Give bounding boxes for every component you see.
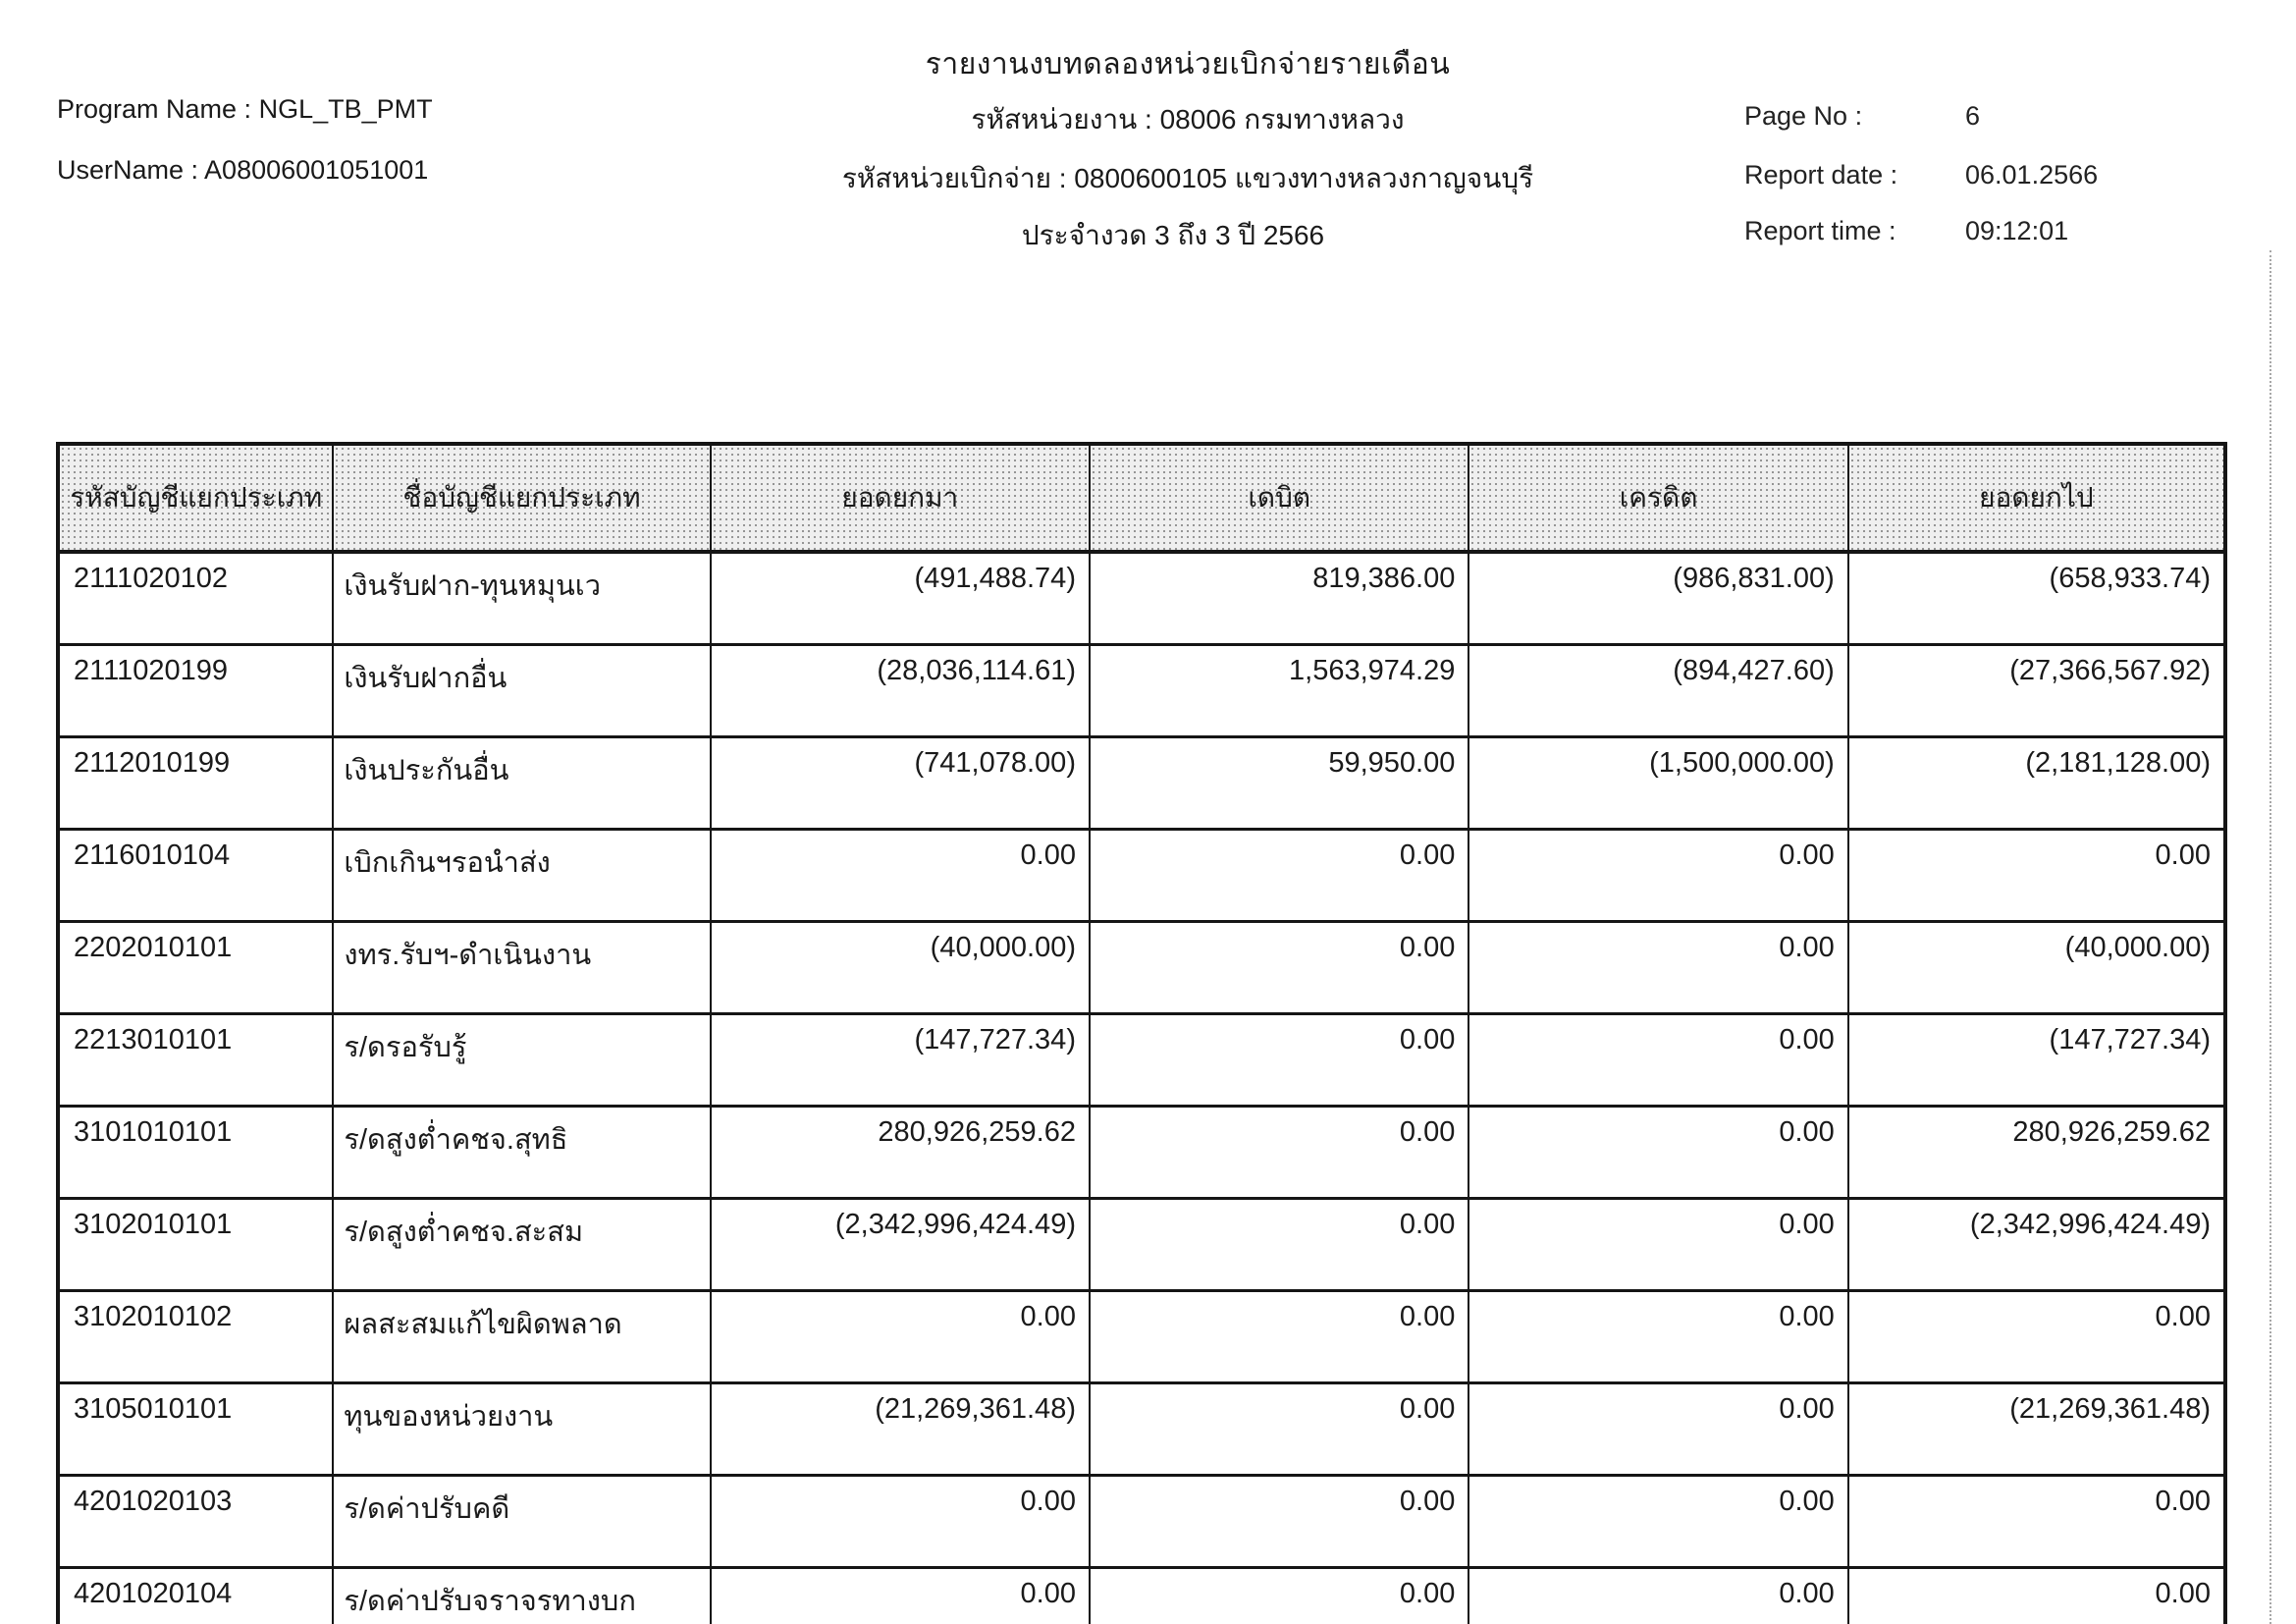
- credit-cell: 0.00: [1468, 1476, 1847, 1568]
- debit-cell: 0.00: [1090, 1383, 1468, 1476]
- table-row: [58, 1383, 2225, 1476]
- ending-balance-cell: (40,000.00): [1848, 922, 2225, 1014]
- col-header-ending-balance: ยอดยกไป: [1848, 444, 2225, 552]
- ending-balance-cell: 0.00: [1848, 830, 2225, 922]
- account-code-cell: 2202010101: [58, 922, 333, 1014]
- table-row: [58, 922, 2225, 1014]
- table-row: [58, 1014, 2225, 1107]
- ending-balance-cell: 0.00: [1848, 1291, 2225, 1383]
- ending-balance-cell: 0.00: [1848, 1568, 2225, 1624]
- account-rows: [58, 552, 2225, 1624]
- account-name-cell: ร/ดรอรับรู้: [333, 1014, 710, 1107]
- report-date-value: 06.01.2566: [1965, 160, 2099, 189]
- table-row: [58, 1291, 2225, 1383]
- account-code-cell: 3102010102: [58, 1291, 333, 1383]
- beginning-balance-cell: (147,727.34): [711, 1014, 1090, 1107]
- beginning-balance-cell: (40,000.00): [711, 922, 1090, 1014]
- beginning-balance-cell: 280,926,259.62: [711, 1107, 1090, 1199]
- debit-cell: 1,563,974.29: [1090, 645, 1468, 737]
- ending-balance-cell: (658,933.74): [1848, 552, 2225, 645]
- account-name-cell: ร/ดค่าปรับจราจรทางบก: [333, 1568, 710, 1624]
- credit-cell: 0.00: [1468, 1291, 1847, 1383]
- beginning-balance-cell: (21,269,361.48): [711, 1383, 1090, 1476]
- program-name-value: NGL_TB_PMT: [258, 94, 433, 124]
- account-code-cell: 2116010104: [58, 830, 333, 922]
- trial-balance-table-wrap: [56, 442, 2227, 1624]
- fold-mark-dotted-line: [2269, 250, 2271, 1624]
- debit-cell: 0.00: [1090, 1291, 1468, 1383]
- ending-balance-cell: (21,269,361.48): [1848, 1383, 2225, 1476]
- table-row: [58, 552, 2225, 645]
- account-code-cell: 3101010101: [58, 1107, 333, 1199]
- beginning-balance-cell: 0.00: [711, 830, 1090, 922]
- account-code-cell: 2111020102: [58, 552, 333, 645]
- ending-balance-cell: (2,181,128.00): [1848, 737, 2225, 830]
- credit-cell: (986,831.00): [1468, 552, 1847, 645]
- debit-cell: 0.00: [1090, 830, 1468, 922]
- ending-balance-cell: (27,366,567.92): [1848, 645, 2225, 737]
- account-name-cell: เงินประกันอื่น: [333, 737, 710, 830]
- ending-balance-cell: (147,727.34): [1848, 1014, 2225, 1107]
- report-title: รายงานงบทดลองหน่วยเบิกจ่ายรายเดือน: [925, 48, 1451, 81]
- page-no-value: 6: [1965, 101, 1981, 131]
- program-name-line: [57, 94, 433, 125]
- account-code-cell: 3102010101: [58, 1199, 333, 1291]
- debit-cell: 0.00: [1090, 1476, 1468, 1568]
- account-name-cell: ร/ดค่าปรับคดี: [333, 1476, 710, 1568]
- col-header-credit: เครดิต: [1468, 444, 1847, 552]
- debit-cell: 0.00: [1090, 922, 1468, 1014]
- account-name-cell: เงินรับฝากอื่น: [333, 645, 710, 737]
- account-name-cell: เงินรับฝาก-ทุนหมุนเว: [333, 552, 710, 645]
- program-name-label: Program Name :: [57, 94, 252, 124]
- account-code-cell: 4201020103: [58, 1476, 333, 1568]
- table-row: [58, 1568, 2225, 1624]
- beginning-balance-cell: (741,078.00): [711, 737, 1090, 830]
- period-line: ประจำงวด 3 ถึง 3 ปี 2566: [1021, 220, 1325, 250]
- account-name-cell: ทุนของหน่วยงาน: [333, 1383, 710, 1476]
- account-name-cell: งทร.รับฯ-ดำเนินงาน: [333, 922, 710, 1014]
- account-code-cell: 3105010101: [58, 1383, 333, 1476]
- credit-cell: 0.00: [1468, 1568, 1847, 1624]
- credit-cell: (894,427.60): [1468, 645, 1847, 737]
- beginning-balance-cell: (491,488.74): [711, 552, 1090, 645]
- account-name-cell: เบิกเกินฯรอนำส่ง: [333, 830, 710, 922]
- disbursement-unit-line: รหัสหน่วยเบิกจ่าย : 0800600105 แขวงทางหลวงกาญจนบุรี: [841, 163, 1534, 193]
- beginning-balance-cell: 0.00: [711, 1568, 1090, 1624]
- col-header-account-code: รหัสบัญชีแยกประเภท: [58, 444, 333, 552]
- credit-cell: 0.00: [1468, 1014, 1847, 1107]
- credit-cell: 0.00: [1468, 1107, 1847, 1199]
- col-header-account-name: ชื่อบัญชีแยกประเภท: [333, 444, 710, 552]
- account-name-cell: ร/ดสูงต่ำคชจ.สะสม: [333, 1199, 710, 1291]
- account-code-cell: 2112010199: [58, 737, 333, 830]
- table-row: [58, 1476, 2225, 1568]
- debit-cell: 0.00: [1090, 1107, 1468, 1199]
- account-code-cell: 2213010101: [58, 1014, 333, 1107]
- credit-cell: (1,500,000.00): [1468, 737, 1847, 830]
- col-header-debit: เดบิต: [1090, 444, 1468, 552]
- col-header-beginning-balance: ยอดยกมา: [711, 444, 1090, 552]
- page-no-label: Page No :: [1744, 101, 1863, 131]
- table-row: [58, 645, 2225, 737]
- ending-balance-cell: 280,926,259.62: [1848, 1107, 2225, 1199]
- beginning-balance-cell: 0.00: [711, 1476, 1090, 1568]
- beginning-balance-cell: 0.00: [711, 1291, 1090, 1383]
- table-row: [58, 737, 2225, 830]
- trial-balance-table: [56, 442, 2227, 1624]
- table-row: [58, 830, 2225, 922]
- credit-cell: 0.00: [1468, 830, 1847, 922]
- ending-balance-cell: 0.00: [1848, 1476, 2225, 1568]
- beginning-balance-cell: (2,342,996,424.49): [711, 1199, 1090, 1291]
- agency-code-line: รหัสหน่วยงาน : 08006 กรมทางหลวง: [971, 104, 1405, 135]
- report-date-label: Report date :: [1744, 160, 1898, 189]
- table-row: [58, 1199, 2225, 1291]
- report-time-label: Report time :: [1744, 216, 1896, 245]
- account-name-cell: ผลสะสมแก้ไขผิดพลาด: [333, 1291, 710, 1383]
- ending-balance-cell: (2,342,996,424.49): [1848, 1199, 2225, 1291]
- username-line: [57, 155, 428, 186]
- debit-cell: 0.00: [1090, 1014, 1468, 1107]
- credit-cell: 0.00: [1468, 1199, 1847, 1291]
- username-label: UserName :: [57, 155, 199, 185]
- credit-cell: 0.00: [1468, 922, 1847, 1014]
- account-name-cell: ร/ดสูงต่ำคชจ.สุทธิ: [333, 1107, 710, 1199]
- table-header-row: [58, 444, 2225, 552]
- report-time-value: 09:12:01: [1965, 216, 2069, 245]
- account-code-cell: 4201020104: [58, 1568, 333, 1624]
- credit-cell: 0.00: [1468, 1383, 1847, 1476]
- username-value: A08006001051001: [204, 155, 429, 185]
- debit-cell: 819,386.00: [1090, 552, 1468, 645]
- debit-cell: 0.00: [1090, 1568, 1468, 1624]
- debit-cell: 0.00: [1090, 1199, 1468, 1291]
- debit-cell: 59,950.00: [1090, 737, 1468, 830]
- table-row: [58, 1107, 2225, 1199]
- account-code-cell: 2111020199: [58, 645, 333, 737]
- beginning-balance-cell: (28,036,114.61): [711, 645, 1090, 737]
